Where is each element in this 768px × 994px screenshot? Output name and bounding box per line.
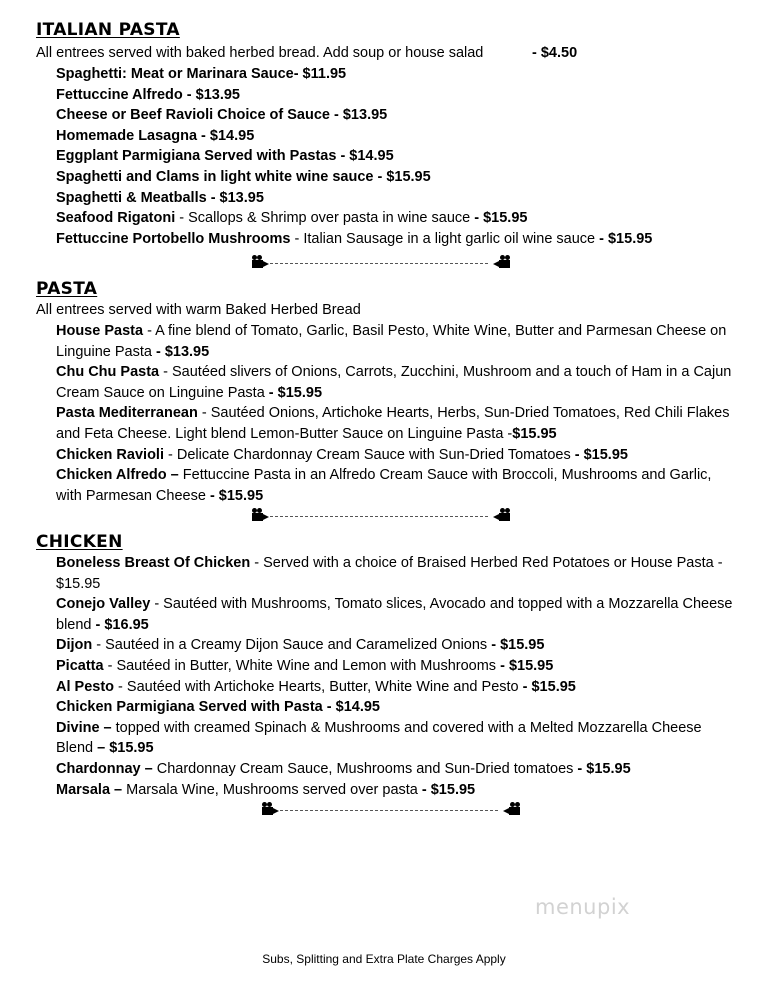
menu-item xyxy=(56,635,736,656)
menu-item xyxy=(56,553,736,594)
item-name: House Pasta xyxy=(56,323,144,339)
movie-camera-icon xyxy=(252,508,270,522)
menu-item xyxy=(56,167,736,188)
menu-item xyxy=(56,465,736,506)
item-price: - $15.95 xyxy=(573,760,631,777)
item-name: Spaghetti and Clams in light white wine sauce xyxy=(56,168,374,185)
item-description: - Sautéed Onions, Artichoke Hearts, Herbs, Sun-Dried Tomatoes, Red Chili Flakes and Feta Cheese. Light blend Lemon-Butter Sauce on Linguine Pasta - xyxy=(56,405,730,442)
item-price: - $15.95 xyxy=(570,446,628,463)
item-price: - $15.95 xyxy=(470,210,528,227)
menu-item xyxy=(56,126,736,147)
chicken-title: CHICKEN xyxy=(36,532,123,552)
footer-note: Subs, Splitting and Extra Plate Charges Apply xyxy=(262,952,506,966)
item-description: Chardonnay Cream Sauce, Mushrooms and Sun-Dried tomatoes xyxy=(152,760,574,777)
item-name: Chicken Ravioli xyxy=(56,446,164,463)
item-price: $15.95 xyxy=(512,425,557,442)
item-name: Fettuccine Portobello Mushrooms xyxy=(56,230,291,247)
item-description: - Delicate Chardonnay Cream Sauce with Sun-Dried Tomatoes xyxy=(163,446,571,463)
item-name: Fettuccine Alfredo xyxy=(56,86,183,103)
menupix-watermark: menupix xyxy=(535,895,631,919)
menu-item xyxy=(56,188,736,209)
item-name: Cheese or Beef Ravioli Choice of Sauce xyxy=(56,107,330,124)
movie-camera-icon xyxy=(492,255,510,269)
italian-pasta-intro: All entrees served with baked herbed bread. Add soup or house salad xyxy=(36,45,484,61)
item-name: Chicken Alfredo – xyxy=(56,467,179,484)
item-price: - $13.95 xyxy=(206,189,264,206)
item-description: topped with creamed Spinach & Mushrooms and covered with a Melted Mozzarella Cheese Blend xyxy=(56,719,702,757)
item-description: - Sautéed with Mushrooms, Tomato slices, Avocado and topped with a Mozzarella Cheese blend xyxy=(56,596,733,633)
menu-item xyxy=(56,229,736,250)
menu-item xyxy=(56,718,736,759)
item-name: Chicken Parmigiana Served with Pasta xyxy=(56,699,323,716)
item-name: Marsala – xyxy=(56,781,123,798)
soup-salad-price: - $4.50 xyxy=(532,45,578,61)
menu-item xyxy=(56,105,736,126)
item-name: Chardonnay – xyxy=(56,760,153,777)
menu-item xyxy=(56,403,736,444)
item-name: Boneless Breast Of Chicken xyxy=(56,555,251,571)
item-description: - Sautéed in Butter, White Wine and Lemon with Mushrooms xyxy=(103,657,497,674)
movie-camera-icon xyxy=(252,255,270,269)
item-description: - Italian Sausage in a light garlic oil wine sauce xyxy=(290,230,596,247)
item-price: - $14.95 xyxy=(322,699,380,716)
item-price: - $13.95 xyxy=(182,86,241,103)
item-description: - Scallops & Shrimp over pasta in wine sauce xyxy=(175,210,471,227)
section-divider xyxy=(252,508,510,524)
item-description: Fettuccine Pasta in an Alfredo Cream Sauce with Broccoli, Mushrooms and Garlic, with Parmesan Cheese xyxy=(56,467,712,504)
item-description: - A fine blend of Tomato, Garlic, Basil Pesto, White Wine, Butter and Parmesan Cheese on Linguine Pasta xyxy=(56,323,727,360)
menu-item xyxy=(56,146,736,167)
item-name: Dijon xyxy=(56,637,93,654)
item-name: Chu Chu Pasta xyxy=(56,364,160,381)
menu-item xyxy=(56,656,736,677)
item-name: Picatta xyxy=(56,657,104,674)
menu-item xyxy=(56,677,736,698)
item-description: Marsala Wine, Mushrooms served over pasta xyxy=(122,781,418,798)
item-price: - $15.95 xyxy=(518,678,576,695)
item-name: Seafood Rigatoni xyxy=(56,210,176,227)
item-name: Eggplant Parmigiana Served with Pastas xyxy=(56,148,337,165)
chicken-items xyxy=(56,553,736,800)
movie-camera-icon xyxy=(492,508,510,522)
menu-item xyxy=(56,697,736,718)
item-name: Conejo Valley xyxy=(56,596,151,613)
menu-item xyxy=(56,594,736,635)
item-description: - Sautéed slivers of Onions, Carrots, Zucchini, Mushroom and a touch of Ham in a Cajun Cream Sauce on Linguine Pasta xyxy=(56,364,732,401)
italian-pasta-title: ITALIAN PASTA xyxy=(36,20,180,40)
item-name: Pasta Mediterranean xyxy=(56,405,198,422)
item-price: - $11.95 xyxy=(293,66,347,82)
item-name: Al Pesto xyxy=(56,678,115,695)
pasta-intro: All entrees served with warm Baked Herbed Bread xyxy=(36,302,361,318)
item-price: $15.95 xyxy=(56,575,101,592)
section-divider xyxy=(252,255,510,271)
menu-item xyxy=(56,64,736,85)
item-price: - $14.95 xyxy=(336,148,394,165)
item-price: - $15.95 xyxy=(264,384,323,401)
item-price: – $15.95 xyxy=(93,740,154,757)
item-description: - Sautéed in a Creamy Dijon Sauce and Caramelized Onions xyxy=(92,637,488,654)
item-price: - $15.95 xyxy=(595,230,653,247)
item-description: - Sautéed with Artichoke Hearts, Butter, White Wine and Pesto xyxy=(114,678,519,695)
item-price: - $15.95 xyxy=(487,637,545,654)
menu-item xyxy=(56,85,736,106)
item-name: Spaghetti: Meat or Marinara Sauce xyxy=(56,66,294,82)
menu-item xyxy=(56,780,736,801)
item-name: Divine – xyxy=(56,719,112,736)
menu-item xyxy=(56,362,736,403)
item-price: - $13.95 xyxy=(329,107,388,124)
menu-item xyxy=(56,321,736,362)
item-description: - Served with a choice of Braised Herbed Red Potatoes or House Pasta - xyxy=(250,555,723,571)
pasta-items xyxy=(56,321,736,506)
movie-camera-icon xyxy=(502,802,520,816)
item-price: - $16.95 xyxy=(91,616,149,633)
item-name: Homemade Lasagna xyxy=(56,127,198,144)
menu-item xyxy=(56,208,736,229)
italian-pasta-items xyxy=(56,64,736,249)
item-price: - $14.95 xyxy=(197,127,255,144)
item-name: Spaghetti & Meatballs xyxy=(56,189,207,206)
section-divider xyxy=(262,802,520,818)
item-price: - $15.95 xyxy=(373,168,431,185)
item-price: - $15.95 xyxy=(417,781,476,798)
item-price: - $15.95 xyxy=(205,487,264,504)
menu-item xyxy=(56,759,736,780)
menu-item xyxy=(56,445,736,466)
movie-camera-icon xyxy=(262,802,280,816)
item-price: - $13.95 xyxy=(151,343,210,360)
pasta-title: PASTA xyxy=(36,279,98,299)
item-price: - $15.95 xyxy=(496,657,554,674)
